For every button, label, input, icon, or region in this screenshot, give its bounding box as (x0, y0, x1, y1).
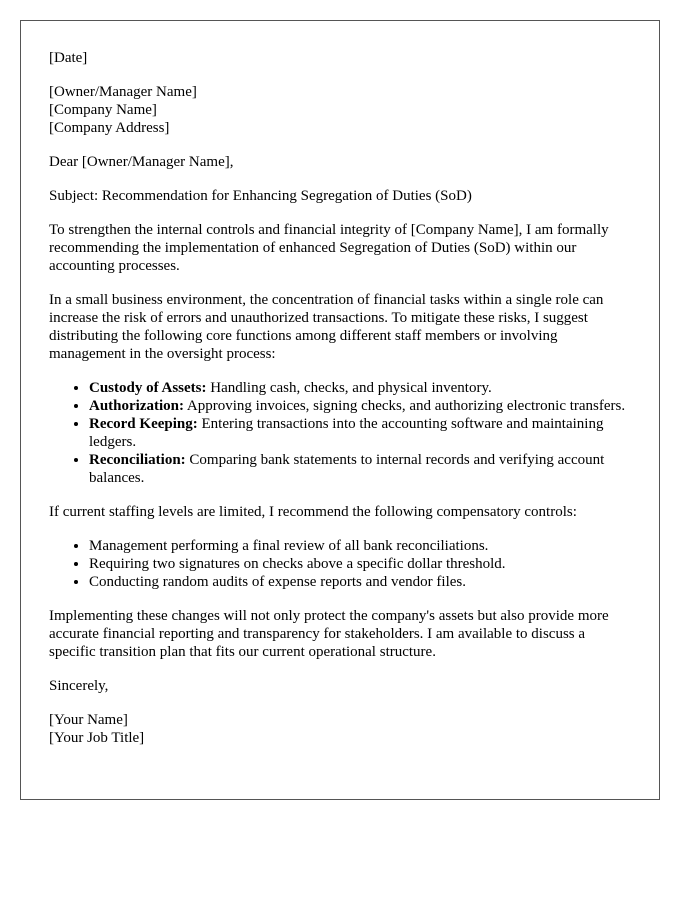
recipient-company: [Company Name] (49, 102, 157, 118)
list-item: • Conducting random audits of expense reports and vendor files. (89, 573, 632, 591)
signature-block (49, 711, 632, 747)
list-item (89, 397, 632, 415)
signature-name: [Your Name] (49, 712, 128, 728)
list-item (89, 415, 632, 451)
list-item: • Management performing a final review of all bank reconciliations. (89, 537, 632, 555)
subject-line: Subject: Recommendation for Enhancing Segregation of Duties (SoD) (49, 188, 472, 204)
letter-date: [Date] (49, 50, 88, 66)
staffing-paragraph: If current staffing levels are limited, I recommend the following compensatory controls: (49, 504, 577, 520)
conclusion-paragraph: Implementing these changes will not only protect the company's assets but also provide more accurate financial reporting and transparency for stakeholders. I am available to discuss a specific transition plan that fits our current operational structure. (49, 608, 609, 660)
list-item (89, 379, 632, 397)
list-item-term: Reconciliation: (89, 452, 186, 468)
recipient-address: [Company Address] (49, 120, 170, 136)
list-item-term: Authorization: (89, 398, 184, 414)
list-item-description: Approving invoices, signing checks, and authorizing electronic transfers. (184, 398, 626, 414)
list-item-description: Handling cash, checks, and physical inventory. (206, 380, 492, 396)
letter-page (20, 20, 660, 800)
recipient-name: [Owner/Manager Name] (49, 84, 197, 100)
risk-paragraph: In a small business environment, the concentration of financial tasks within a single role can increase the risk of errors and unauthorized transactions. To mitigate these risks, I suggest distributing the following core functions among different staff members or involving management in the oversight process: (49, 292, 604, 362)
recipient-address-block (49, 83, 632, 137)
list-item-term: Record Keeping: (89, 416, 198, 432)
list-item (89, 451, 632, 487)
list-item-description: Comparing bank statements to internal records and verifying account balances. (89, 452, 605, 486)
closing: Sincerely, (49, 678, 109, 694)
list-item-description: Entering transactions into the accounting software and maintaining ledgers. (89, 416, 604, 450)
core-functions-list (49, 379, 632, 487)
salutation: Dear [Owner/Manager Name], (49, 154, 234, 170)
intro-paragraph: To strengthen the internal controls and financial integrity of [Company Name], I am formally recommending the implementation of enhanced Segregation of Duties (SoD) within our accounting processes. (49, 222, 609, 274)
list-item: • Requiring two signatures on checks above a specific dollar threshold. (89, 555, 632, 573)
compensatory-controls-list (49, 537, 632, 591)
signature-title: [Your Job Title] (49, 730, 145, 746)
list-item-term: Custody of Assets: (89, 380, 207, 396)
